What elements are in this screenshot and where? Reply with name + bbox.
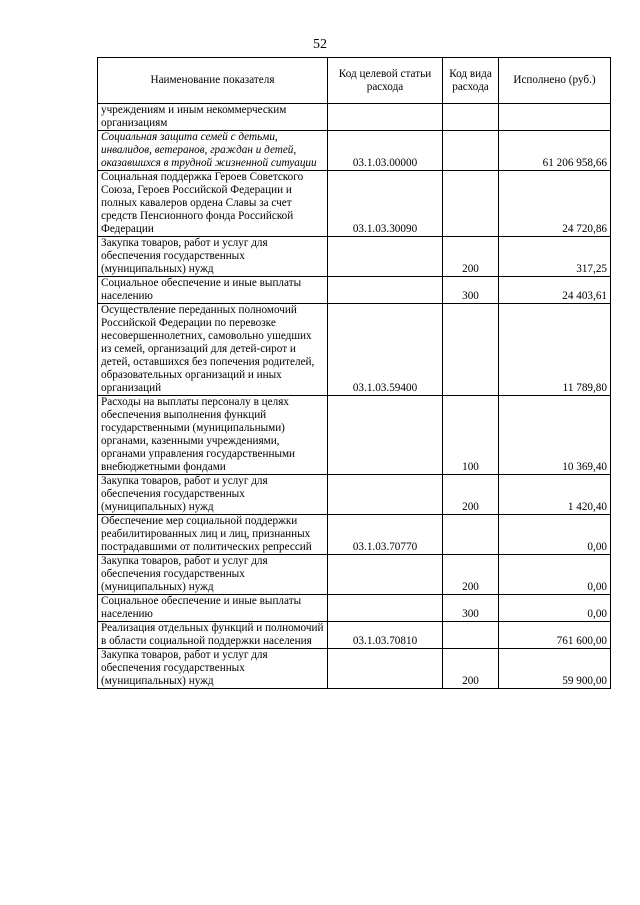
cell-target-code — [328, 104, 443, 131]
table-row — [98, 622, 611, 649]
cell-name: Социальное обеспечение и иные выплаты населению — [98, 595, 328, 622]
cell-executed-sum: 1 420,40 — [499, 475, 611, 515]
cell-target-code — [328, 396, 443, 475]
cell-executed-sum: 24 720,86 — [499, 171, 611, 237]
cell-name: Закупка товаров, работ и услуг для обеспечения государственных (муниципальных) нужд — [98, 649, 328, 689]
table-row — [98, 396, 611, 475]
table-row — [98, 237, 611, 277]
table-row — [98, 515, 611, 555]
cell-expense-kind: 300 — [443, 277, 499, 304]
cell-target-code: 03.1.03.00000 — [328, 131, 443, 171]
table-header-row — [98, 58, 611, 104]
table-row — [98, 304, 611, 396]
cell-target-code — [328, 595, 443, 622]
cell-name: учреждениям и иным некоммерческим организациям — [98, 104, 328, 131]
cell-expense-kind — [443, 104, 499, 131]
cell-target-code — [328, 277, 443, 304]
cell-expense-kind: 200 — [443, 237, 499, 277]
cell-executed-sum: 0,00 — [499, 515, 611, 555]
header-sum: Исполнено (руб.) — [499, 58, 611, 104]
header-name: Наименование показателя — [98, 58, 328, 104]
cell-executed-sum: 59 900,00 — [499, 649, 611, 689]
cell-executed-sum: 61 206 958,66 — [499, 131, 611, 171]
cell-expense-kind — [443, 304, 499, 396]
cell-name: Социальная защита семей с детьми, инвалидов, ветеранов, граждан и детей, оказавшихся в трудной жизненной ситуации — [98, 131, 328, 171]
table-row — [98, 171, 611, 237]
cell-target-code: 03.1.03.59400 — [328, 304, 443, 396]
cell-target-code: 03.1.03.70810 — [328, 622, 443, 649]
table-row — [98, 131, 611, 171]
cell-name: Закупка товаров, работ и услуг для обеспечения государственных (муниципальных) нужд — [98, 475, 328, 515]
cell-target-code — [328, 237, 443, 277]
cell-target-code: 03.1.03.30090 — [328, 171, 443, 237]
cell-name: Расходы на выплаты персоналу в целях обеспечения выполнения функций государственными (муниципальными) органами, казенными учреждениями, органами управления государственными внебюджетными фондами — [98, 396, 328, 475]
cell-target-code — [328, 649, 443, 689]
cell-name: Осуществление переданных полномочий Российской Федерации по перевозке несовершеннолетних, самовольно ушедших из семей, организаций для детей-сирот и детей, оставшихся без попечения родителей, образовательных организаций и иных организаций — [98, 304, 328, 396]
cell-expense-kind: 100 — [443, 396, 499, 475]
table-body — [98, 104, 611, 689]
cell-expense-kind: 200 — [443, 649, 499, 689]
cell-expense-kind — [443, 131, 499, 171]
cell-target-code — [328, 475, 443, 515]
cell-expense-kind — [443, 515, 499, 555]
table-row — [98, 104, 611, 131]
header-code: Код целевой статьи расхода — [328, 58, 443, 104]
cell-executed-sum: 317,25 — [499, 237, 611, 277]
budget-table — [97, 57, 611, 689]
cell-expense-kind: 200 — [443, 555, 499, 595]
cell-target-code — [328, 555, 443, 595]
cell-expense-kind — [443, 171, 499, 237]
cell-name: Закупка товаров, работ и услуг для обеспечения государственных (муниципальных) нужд — [98, 237, 328, 277]
table-row — [98, 555, 611, 595]
page-number: 52 — [313, 37, 327, 52]
cell-name: Реализация отдельных функций и полномочий в области социальной поддержки населения — [98, 622, 328, 649]
cell-name: Социальная поддержка Героев Советского Союза, Героев Российской Федерации и полных кавалеров ордена Славы за счет средств Пенсионного фонда Российской Федерации — [98, 171, 328, 237]
table-row — [98, 475, 611, 515]
cell-target-code: 03.1.03.70770 — [328, 515, 443, 555]
cell-executed-sum: 0,00 — [499, 595, 611, 622]
cell-name: Обеспечение мер социальной поддержки реабилитированных лиц и лиц, признанных пострадавшими от политических репрессий — [98, 515, 328, 555]
table-row — [98, 649, 611, 689]
cell-executed-sum: 24 403,61 — [499, 277, 611, 304]
cell-name: Социальное обеспечение и иные выплаты населению — [98, 277, 328, 304]
table-row — [98, 277, 611, 304]
cell-expense-kind: 200 — [443, 475, 499, 515]
header-kind: Код вида расхода — [443, 58, 499, 104]
cell-executed-sum: 0,00 — [499, 555, 611, 595]
table-row — [98, 595, 611, 622]
cell-executed-sum: 11 789,80 — [499, 304, 611, 396]
cell-expense-kind: 300 — [443, 595, 499, 622]
cell-executed-sum — [499, 104, 611, 131]
cell-executed-sum: 761 600,00 — [499, 622, 611, 649]
cell-name: Закупка товаров, работ и услуг для обеспечения государственных (муниципальных) нужд — [98, 555, 328, 595]
cell-executed-sum: 10 369,40 — [499, 396, 611, 475]
cell-expense-kind — [443, 622, 499, 649]
